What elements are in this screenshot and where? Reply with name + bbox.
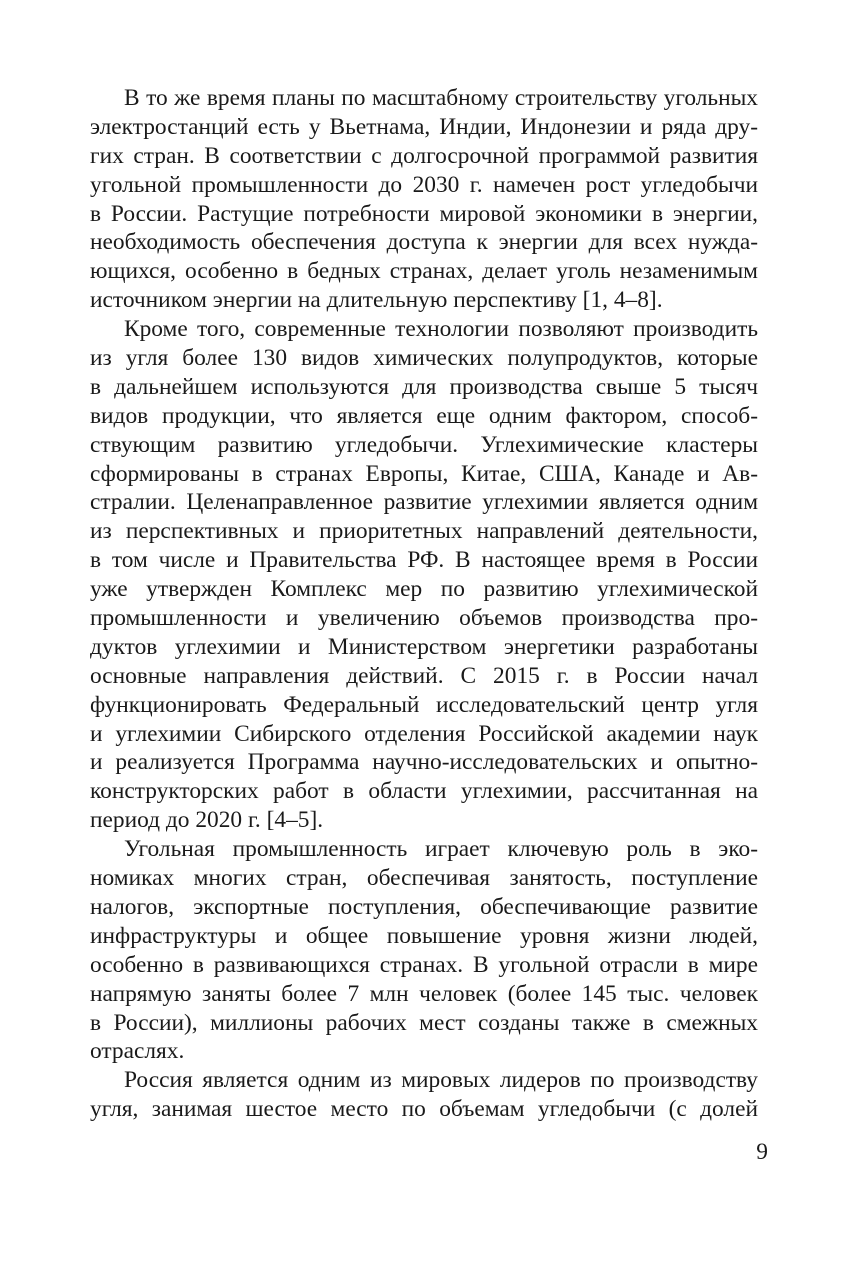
text-line: Угольная промышленность играет ключевую роль в эко- [124,836,758,863]
text-line: в дальнейшем используются для производства свыше 5 тысяч [90,373,758,400]
text-line: В то же время планы по масштабному строительству угольных [124,85,758,111]
text-line: и реализуется Программа научно-исследовательских и опытно- [90,749,758,776]
paragraph [90,315,758,835]
text-line: угля, занимая шестое место по объемам угледобычи (с долей [90,1096,758,1123]
paragraph [90,835,758,1066]
text-line: и углехимии Сибирского отделения Российской академии наук [90,720,758,747]
paragraph [90,1066,758,1124]
text-line: гих стран. В соответствии с долгосрочной программой развития [90,142,758,169]
text-line: видов продукции, что является еще одним фактором, способ- [90,402,758,429]
text-line: из перспективных и приоритетных направлений деятельности, [90,518,758,545]
page-number: 9 [756,1139,768,1165]
text-line: в России. Растущие потребности мировой экономики в энергии, [90,200,758,227]
text-line: напрямую заняты более 7 млн человек (более 145 тыс. человек [90,980,758,1007]
text-line: угольной промышленности до 2030 г. намечен рост угледобычи [90,171,758,198]
text-line: ющихся, особенно в бедных странах, делает уголь незаменимым [90,258,758,285]
text-line: в России), миллионы рабочих мест созданы также в смежных [90,1009,758,1036]
text-line: ствующим развитию угледобычи. Углехимические кластеры [90,431,758,458]
text-line: номиках многих стран, обеспечивая занятость, поступление [90,865,758,892]
text-line: из угля более 130 видов химических полупродуктов, которые [90,345,758,372]
text-line: Россия является одним из мировых лидеров по производству [124,1067,758,1094]
text-line: дуктов углехимии и Министерством энергетики разработаны [90,633,758,660]
text-line: отраслях. [90,1038,185,1065]
text-line: конструкторских работ в области углехимии, рассчитанная на [90,778,758,805]
page-body [90,84,758,1124]
paragraph [90,84,758,315]
text-line: функционировать Федеральный исследовательский центр угля [90,691,758,718]
text-line: особенно в развивающихся странах. В угольной отрасли в мире [90,951,758,978]
text-line: промышленности и увеличению объемов производства про- [90,605,758,632]
text-line: период до 2020 г. [4–5]. [90,807,324,834]
text-line: Кроме того, современные технологии позволяют производить [124,316,758,343]
text-line: необходимость обеспечения доступа к энергии для всех нужда- [90,229,758,256]
text-line: в том числе и Правительства РФ. В настоящее время в России [90,547,758,574]
text-line: стралии. Целенаправленное развитие углехимии является одним [90,489,758,516]
text-line: инфраструктуры и общее повышение уровня жизни людей, [90,922,758,949]
text-line: налогов, экспортные поступления, обеспечивающие развитие [90,893,758,920]
text-line: основные направления действий. С 2015 г. в России начал [90,662,758,689]
text-line: источником энергии на длительную перспективу [1, 4–8]. [90,287,663,314]
text-line: уже утвержден Комплекс мер по развитию углехимической [90,576,758,603]
text-line: сформированы в странах Европы, Китае, США, Канаде и Ав- [90,460,758,487]
text-line: электростанций есть у Вьетнама, Индии, Индонезии и ряда дру- [90,113,758,140]
